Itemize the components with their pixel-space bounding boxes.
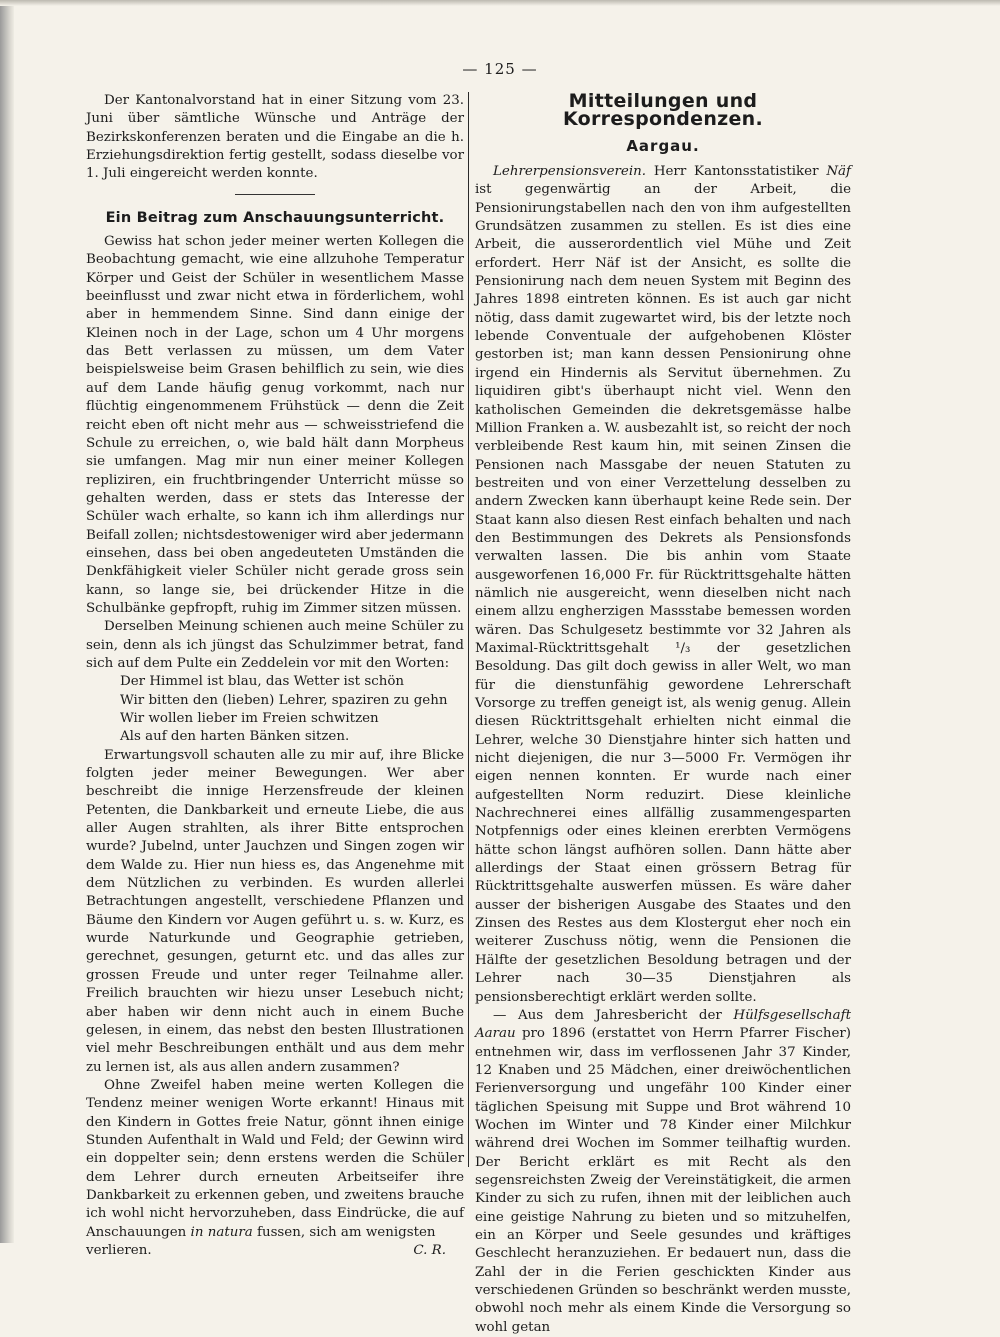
pension-text: ist gegenwärtig an der Arbeit, die Pensionirungstabellen nach den von ihm aufgestellten Grundsätzen zusammen zu stellen. Es ist dies eine Arbeit, die ausserordentlich viel Mühe und Zeit erfordert. Herr Näf ist der Ansicht, es sollte die Pensionirung nach dem neuen System mit Beginn des Jahres 1898 eintreten können. Es ist auch gar nicht nötig, dass damit zugewartet wird, bis der letzte noch lebende Conventuale der aufgehobenen Klöster gestorben ist; man kann dessen Pensionirung ohne irgend ein Hindernis als Servitut übernehmen. Zu liquidiren gibt's überhaupt nicht viel. Wenn den katholischen Gemeinden die dekretsgemässe halbe Million Franken a. W. ausbezahlt ist, so reicht der noch verbleibende Rest kaum hin, mit seinen Zinsen die Pensionen nach Massgabe der neuen Statuten zu bestreiten und von einer Verzettelung desselben zu andern Zwecken kann überhaupt keine Rede sein. Der Staat kann also diesen Rest einfach behalten und nach den Bestimmungen des Dekrets als Pensionsfonds verwalten lassen. Die bis anhin vom Staate ausgeworfenen 16,000 Fr. für Rücktrittsgehalte hätten nämlich nie ausgereicht, wenn dieselben nicht nach einem allzu engherzigen Massstabe bemessen worden wären. Das Schulgesetz bestimmte vor 32 Jahren als Maximal-Rücktrittsgehalt	[475, 182, 851, 656]
page-number: — 125 —	[462, 60, 538, 78]
poem	[86, 673, 464, 746]
right-column	[475, 92, 851, 1337]
report-intro: — Aus dem Jahresbericht der	[493, 1007, 722, 1023]
intro-paragraph: Der Kantonalvorstand hat in einer Sitzung vom 23. Juni über sämtliche Wünsche und Anträge der Bezirkskonferenzen beraten und die Eingabe an die h. Erziehungsdirektion fertig gestellt, sodass dieselbe vor 1. Juli eingereicht werden konnte.	[86, 93, 464, 182]
fraction: ¹/₃	[675, 640, 691, 656]
signature-line	[86, 1242, 464, 1260]
article-paragraph-2: Derselben Meinung schienen auch meine Schüler zu sein, denn als ich jüngst das Schulzimmer betrat, fand sich auf dem Pulte ein Zeddelein vor mit den Worten:	[86, 619, 464, 671]
article-paragraph-3: Erwartungsvoll schauten alle zu mir auf, ihre Blicke folgten jeder meiner Bewegungen. Wer aber beschreibt die innige Herzensfreude der kleinen Petenten, die Dankbarkeit und erneute Liebe, die aus aller Augen strahlten, als ihrer Bitte entsprochen wurde? Jubelnd, unter Jauchzen und Singen zogen wir dem Walde zu. Hier nun hiess es, das Angenehme mit dem Nützlichen zu verbinden. Es wurden allerlei Betrachtungen angestellt, verschiedene Pflanzen und Bäume den Kindern vor Augen geführt u. s. w. Kurz, es wurde Naturkunde und Geographie getrieben, gerechnet, gesungen, geturnt etc. und das alles zur grossen Freude und unter reger Teilnahme aller. Freilich brauchten wir hiezu unser Lesebuch nicht; aber haben wir denn nicht auch in einem Buche gelesen, in einem, das nebst den besten Illustrationen viel mehr Beschreibungen enthält und aus dem mehr zu lernen ist, als aus allen andern zusammen?	[86, 747, 464, 1075]
article-paragraph-1: Gewiss hat schon jeder meiner werten Kollegen die Beobachtung gemacht, wie eine allzuhohe Temperatur Körper und Geist der Schüler in wesentlichem Masse beeinflusst und zwar nicht etwa in förderlichem, wohl aber in hemmendem Sinne. Sind dann einige der Kleinen noch in der Lage, schon um 4 Uhr morgens das Bett verlassen zu müssen, um dem Vater beispielsweise beim Grasen behilflich zu sein, wie dies auf dem Lande häufig genug vorkommt, nach nur flüchtig eingenommenem Frühstück — denn die Zeit reicht eben oft nicht mehr aus — schweisstriefend die Schule zu erreichen, o, wie bald hält dann Morpheus sie umfangen. Mag mir nun einer meiner Kollegen repliziren, ein fruchtbringender Unterricht müsse so gehalten werden, dass er stets das Interesse der Schüler wach erhalte, so kann ich ihm allerdings nur Beifall zollen; nichtsdestoweniger wird aber jedermann einsehen, dass bei oben angedeuteten Umständen die Denkfähigkeit vieler Schüler nicht gerade gross sein kann, so lange sie, bei drückender Hitze in die Schulbänke gepfropft, ruhig im Zimmer sitzen müssen.	[86, 234, 464, 616]
lead-text: Herr Kantonsstatistiker	[653, 164, 819, 180]
scan-top-shadow	[0, 0, 1000, 6]
lead-name: Näf	[826, 164, 852, 180]
section-rule	[235, 194, 315, 195]
scan-edge-shadow	[0, 0, 14, 1243]
society-name: Hülfsgesellschaft Aarau	[475, 1007, 851, 1042]
poem-line: Als auf den harten Bänken sitzen.	[120, 729, 350, 745]
section-title: Mitteilungen und Korrespondenzen.	[562, 90, 764, 131]
article-title: Ein Beitrag zum Anschauungsunterricht.	[105, 209, 445, 226]
canton-title: Aargau.	[626, 136, 700, 155]
report-text: pro 1896 (erstattet von Herrn Pfarrer Fischer) entnehmen wir, dass im verflossenen Jahr 37 Kinder, 12 Knaben und 25 Mädchen, einer dreiwöchentlichen Ferienversorgung und ungefähr 100 Kinder einer täglichen Speisung mit Suppe und Brot während 10 Wochen im Winter und 78 Kinder einer Milchkur während drei Wochen im Sommer teilhaftig wurden. Der Bericht erklärt es mit Recht als den segensreichsten Zweig der Vereinstätigkeit, die armen Kinder zu sich zu rufen, ihnen mit der leiblichen auch eine geistige Nahrung zu bieten und so mitzuhelfen, ein an Körper und Seele gesundes und kräftiges Geschlecht heranzuziehen. Er bedauert nun, dass die Zahl der in die Ferien geschickten Kinder aus verschiedenen Gründen so beschränkt werden musste, obwohl noch mehr als einem Kinde die Versorgung so wohl getan	[475, 1026, 852, 1335]
author-signature: C. R.	[413, 1242, 446, 1258]
paragraph-4-text: Ohne Zweifel haben meine werten Kollegen die Tendenz meiner wenigen Worte erkannt! Hinaus mit den Kindern in Gottes freie Natur, gönnt ihnen einige Stunden Aufenthalt in Wald und Feld; der Gewinn wird ein doppelter sein; denn erstens werden die Schüler dem Lehrer durch erneuten Arbeitseifer ihre Dankbarkeit zu erkennen geben, und zweitens brauche ich wohl nicht hervorzuheben, dass Eindrücke, die auf Anschauungen	[86, 1077, 464, 1240]
poem-line: Wir wollen lieber im Freien schwitzen	[120, 711, 379, 726]
pension-paragraph	[475, 163, 851, 1007]
poem-line: Wir bitten den (lieben) Lehrer, spaziren zu gehn	[120, 692, 448, 708]
article-paragraph-4	[86, 1077, 464, 1242]
closing-word: verlieren.	[86, 1242, 152, 1258]
poem-line: Der Himmel ist blau, das Wetter ist schön	[120, 674, 405, 690]
paragraph-4-tail: fussen, sich am wenigsten	[256, 1224, 436, 1240]
report-paragraph	[475, 1007, 851, 1337]
column-divider	[468, 92, 469, 1167]
lead-heading: Lehrerpensionsverein.	[493, 164, 646, 180]
paragraph-4-italic: in natura	[190, 1224, 253, 1240]
pension-text-end: der gesetzlichen Besoldung. Das gilt doch gewiss in aller Welt, wo man für die dienstunfähig gewordene Lehrerschaft Vorsorge zu treffen geneigt ist, als wenig genug. Allein diesen Rücktrittsgehalt erhielten nicht einmal die Lehrer, welche 30 Dienstjahre hinter sich hatten und nicht diejenigen, die nur 3—5000 Fr. Vermögen ihr eigen nennen konnten. Er wurde nach einer aufgestellten Norm reduzirt. Diese kleinliche Nachrechnerei eines allfällig zusammengesparten Notpfennigs oder eines kleinen ererbten Vermögens hätte schon längst aufhören sollen. Dann hätte aber allerdings der Staat einen grössern Betrag für Rücktrittsgehalte auswerfen müssen. Es wäre daher ausser der bisherigen Ausgabe des Staates und den Zinsen des Restes aus dem Klostergut eher noch ein weiterer Zuschuss nötig, wenn die Pensionen die Hälfte der gesetzlichen Besoldung betragen und der Lehrer nach 30—35 Dienstjahren als pensionsberechtigt erklärt werden sollte.	[475, 640, 851, 1005]
left-column	[86, 92, 464, 1260]
